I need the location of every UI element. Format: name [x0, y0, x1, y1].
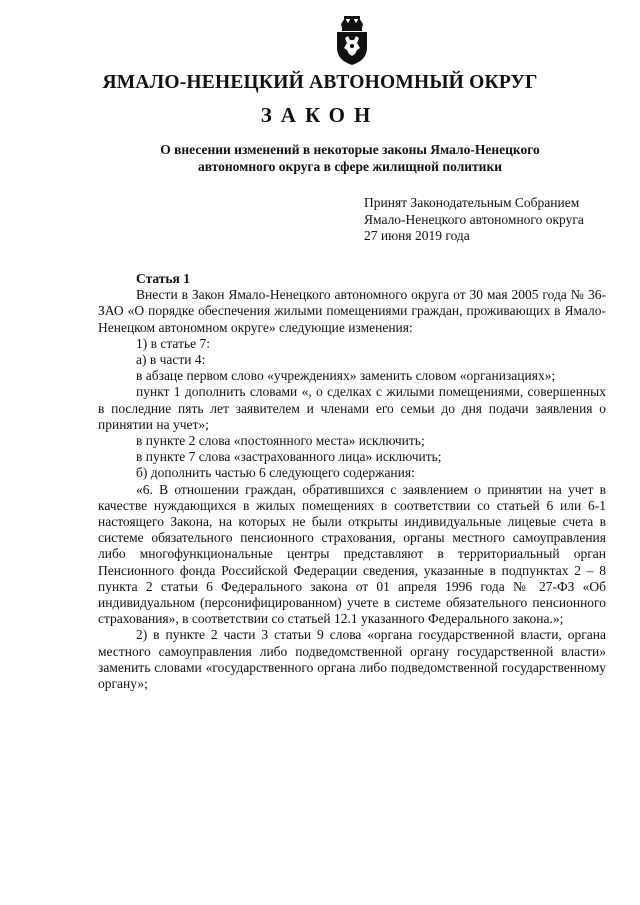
article-paragraph: 1) в статье 7:	[136, 335, 210, 351]
article-paragraph: б) дополнить частью 6 следующего содержания:	[136, 465, 415, 481]
law-subject	[100, 141, 600, 175]
adoption-note	[364, 195, 624, 245]
law-subject-line: О внесении изменений в некоторые законы Ямало-Ненецкого	[160, 142, 540, 157]
adoption-date: 27 июня 2019 года	[364, 228, 470, 243]
article-paragraph: пункт 1 дополнить словами «, о сделках с жилыми помещениями, совершенных в последние пять лет заявителем и членами его семьи до дня подачи заявления о принятии на учет»;	[98, 384, 606, 432]
article-paragraph: «6. В отношении граждан, обратившихся с заявлением о принятии на учет в качестве нуждающихся в жилых помещениях в соответствии со статьей 6 или 6-1 настоящего Закона, на которых не были открыты индивидуальные лицевые счета в системе обязательного пенсионного страхования, органы местного самоуправления либо многофункциональные центры представляют в территориальный орган Пенсионного фонда Российской Федерации сведения, указанные в подпунктах 2 – 8 пункта 2 статьи 6 Федерального закона от 01 апреля 1996 года № 27-ФЗ «Об индивидуальном (персонифицированном) учете в системе обязательного пенсионного страхования», в соответствии со статьей 12.1 указанного Федерального закона.»;	[98, 481, 606, 627]
article-paragraph: в абзаце первом слово «учреждениях» заменить словом «организациях»;	[136, 368, 556, 384]
article-paragraph: а) в части 4:	[136, 352, 206, 368]
article-paragraph: 2) в пункте 2 части 3 статьи 9 слова «органа государственной власти, органа местного самоуправления либо подведомственной органу государственной власти» заменить словами «государственного органа либо подведомственной государственному органу»;	[98, 627, 606, 692]
article-heading: Статья 1	[136, 271, 190, 286]
coat-of-arms-icon	[333, 14, 371, 66]
law-subject-line: автономного округа в сфере жилищной политики	[197, 159, 503, 174]
article-paragraph: в пункте 2 слова «постоянного места» исключить;	[136, 433, 425, 449]
region-title: ЯМАЛО-НЕНЕЦКИЙ АВТОНОМНЫЙ ОКРУГ	[102, 72, 538, 93]
adoption-line: Принят Законодательным Собранием	[364, 195, 580, 210]
article-body	[98, 271, 606, 692]
article-paragraph: в пункте 7 слова «застрахованного лица» исключить;	[136, 449, 442, 465]
document-type-title: ЗАКОН	[260, 103, 380, 127]
article-paragraph: Внести в Закон Ямало-Ненецкого автономного округа от 30 мая 2005 года № 36-ЗАО «О порядке обеспечения жилыми помещениями граждан, проживающих в Ямало-Ненецком автономном округе» следующие изменения:	[98, 287, 606, 335]
adoption-line: Ямало-Ненецкого автономного округа	[364, 211, 584, 227]
